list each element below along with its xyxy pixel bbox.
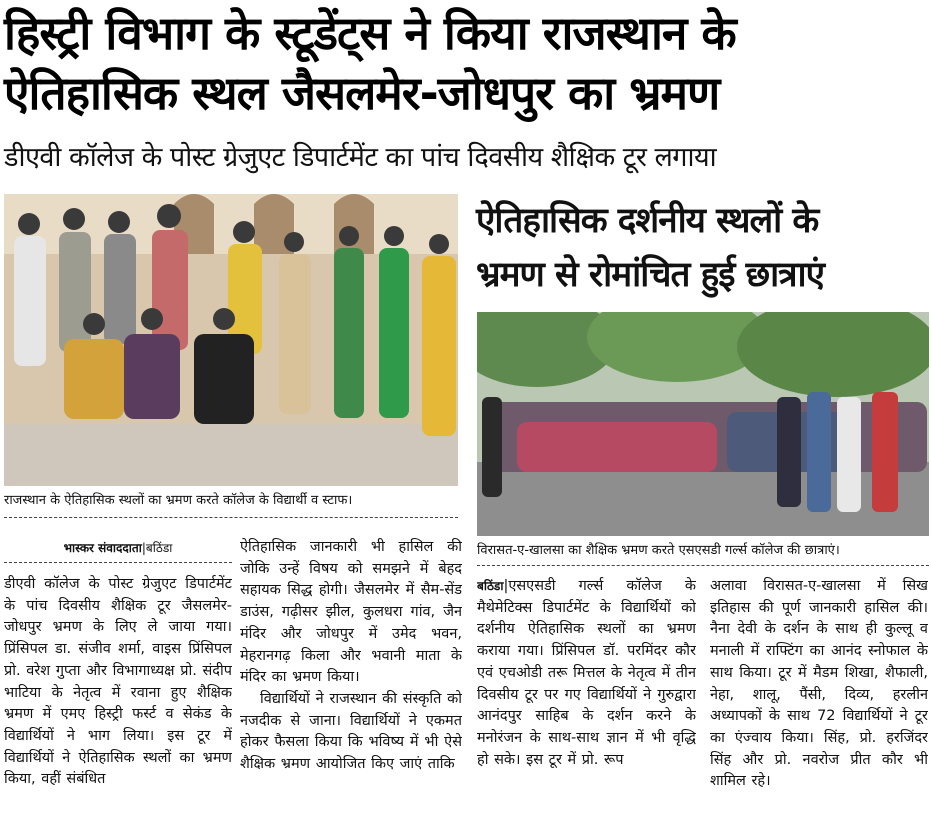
byline-place: बठिंडा	[145, 541, 173, 555]
story2-column-2-text: अलावा विरासत-ए-खालसा में सिख इतिहास की पूर्ण जानकारी हासिल की। नैना देवी के दर्शन के साथ ही कुल्लू व मनाली में राफ्टिंग का आनंद स्नोफाल के साथ किया। टूर में मैडम शिखा, शैफाली, नेहा, शालू, पैंसी, दिव्य, हरलीन अध्यापकों के साथ 72 विद्यार्थियों ने टूर का एंज्वाय किया। सिंह, प्रो. हरजिंदर सिंह और प्रो. नवरोज प्रीत कौर भी शामिल रहे।	[710, 578, 928, 790]
story1-byline: भास्कर संवाददाता|बठिंडा	[4, 538, 232, 563]
byline-name: भास्कर संवाददाता	[63, 541, 142, 555]
story1-group-photo	[4, 194, 458, 486]
story2-column-1-text: एसएसडी गर्ल्स कॉलेज के मैथेमेटिक्स डिपार्टमेंट के विद्यार्थियों को दर्शनीय ऐतिहासिक स्थलों का भ्रमण कराया गया। प्रिंसिपल डॉ. परमिंदर कौर एवं एचओडी तरू मित्तल के नेतृत्व में तीन दिवसीय टूर पर गए विद्यार्थियों ने गुरुद्वारा आनंदपुर साहिब के दर्शन करने के मनोरंजन के साथ-साथ ज्ञान में भी वृद्धि हो सके। इस टूर में प्रो. रूप	[477, 578, 696, 768]
story1-column-1-text: डीएवी कॉलेज के पोस्ट ग्रेजुएट डिपार्टमेंट के पांच दिवसीय शैक्षिक टूर जैसलमेर-जोधपुर भ्रमण के लिए ले जाया गया। प्रिंसिपल डा. संजीव शर्मा, वाइस प्रिंसिपल प्रो. वरेश गुप्ता और विभागाध्यक्ष प्रो. संदीप भाटिया के नेतृत्व में रवाना हुए शैक्षिक भ्रमण में एमए हिस्ट्री फर्स्ट व सेकंड के विद्यार्थियों ने भाग लिया। इस टूर में विद्यार्थियों ने ऐतिहासिक स्थलों का भ्रमण किया, वहीं संबंधित	[4, 576, 232, 788]
story2-headline-line-1: ऐतिहासिक दर्शनीय स्थलों के	[476, 201, 819, 241]
story1-column-2-paragraph-2: विद्यार्थियों ने राजस्थान की संस्कृति को नजदीक से जाना। विद्यार्थियों ने एकमत होकर फैसला किया कि भविष्य में भी ऐसे शैक्षिक भ्रमण आयोजित किए जाएं ताकि	[240, 690, 462, 773]
story1-column-1	[4, 574, 232, 836]
story2-column-1: बठिंडा|एसएसडी गर्ल्स कॉलेज के मैथेमेटिक्स डिपार्टमेंट के विद्यार्थियों को दर्शनीय ऐतिहासिक स्थलों का भ्रमण कराया गया। प्रिंसिपल डॉ. परमिंदर कौर एवं एचओडी तरू मित्तल के नेतृत्व में तीन दिवसीय टूर पर गए विद्यार्थियों ने गुरुद्वारा आनंदपुर साहिब के दर्शन करने के मनोरंजन के साथ-साथ ज्ञान में भी वृद्धि हो सके। इस टूर में प्रो. रूप	[477, 578, 696, 768]
story2-photo-caption: विरासत-ए-खालसा का शैक्षिक भ्रमण करते एसएसडी गर्ल्स कॉलेज की छात्राएं।	[477, 541, 929, 566]
story1-column-2-paragraph-1: ऐतिहासिक जानकारी भी हासिल की जोकि उन्हें विषय को समझने में बेहद सहायक सिद्ध होगी। जैसलमेर में सैम-सेंड डाउंस, गढ़ीसर झील, कुलधरा गांव, जैन मंदिर और जोधपुर में उमेद भवन, मेहरानगढ़ किला और भवानी माता के मंदिर का भ्रमण किया।	[240, 539, 462, 686]
main-headline-line-2: ऐतिहासिक स्थल जैसलमेर-जोधपुर का भ्रमण	[4, 66, 720, 120]
story2-column-2	[710, 576, 928, 838]
story1-photo-caption: राजस्थान के ऐतिहासिक स्थलों का भ्रमण करते कॉलेज के विद्यार्थी व स्टाफ।	[4, 491, 458, 518]
story2-group-photo	[477, 312, 929, 536]
story1-column-2	[240, 537, 462, 837]
story2-dateline: बठिंडा	[477, 579, 504, 593]
story2-headline-line-2: भ्रमण से रोमांचित हुई छात्राएं	[476, 255, 824, 295]
subheadline: डीएवी कॉलेज के पोस्ट ग्रेजुएट डिपार्टमेंट का पांच दिवसीय शैक्षिक टूर लगाया	[4, 142, 717, 173]
main-headline-line-1: हिस्ट्री विभाग के स्टूडेंट्स ने किया राजस्थान के	[4, 6, 736, 60]
